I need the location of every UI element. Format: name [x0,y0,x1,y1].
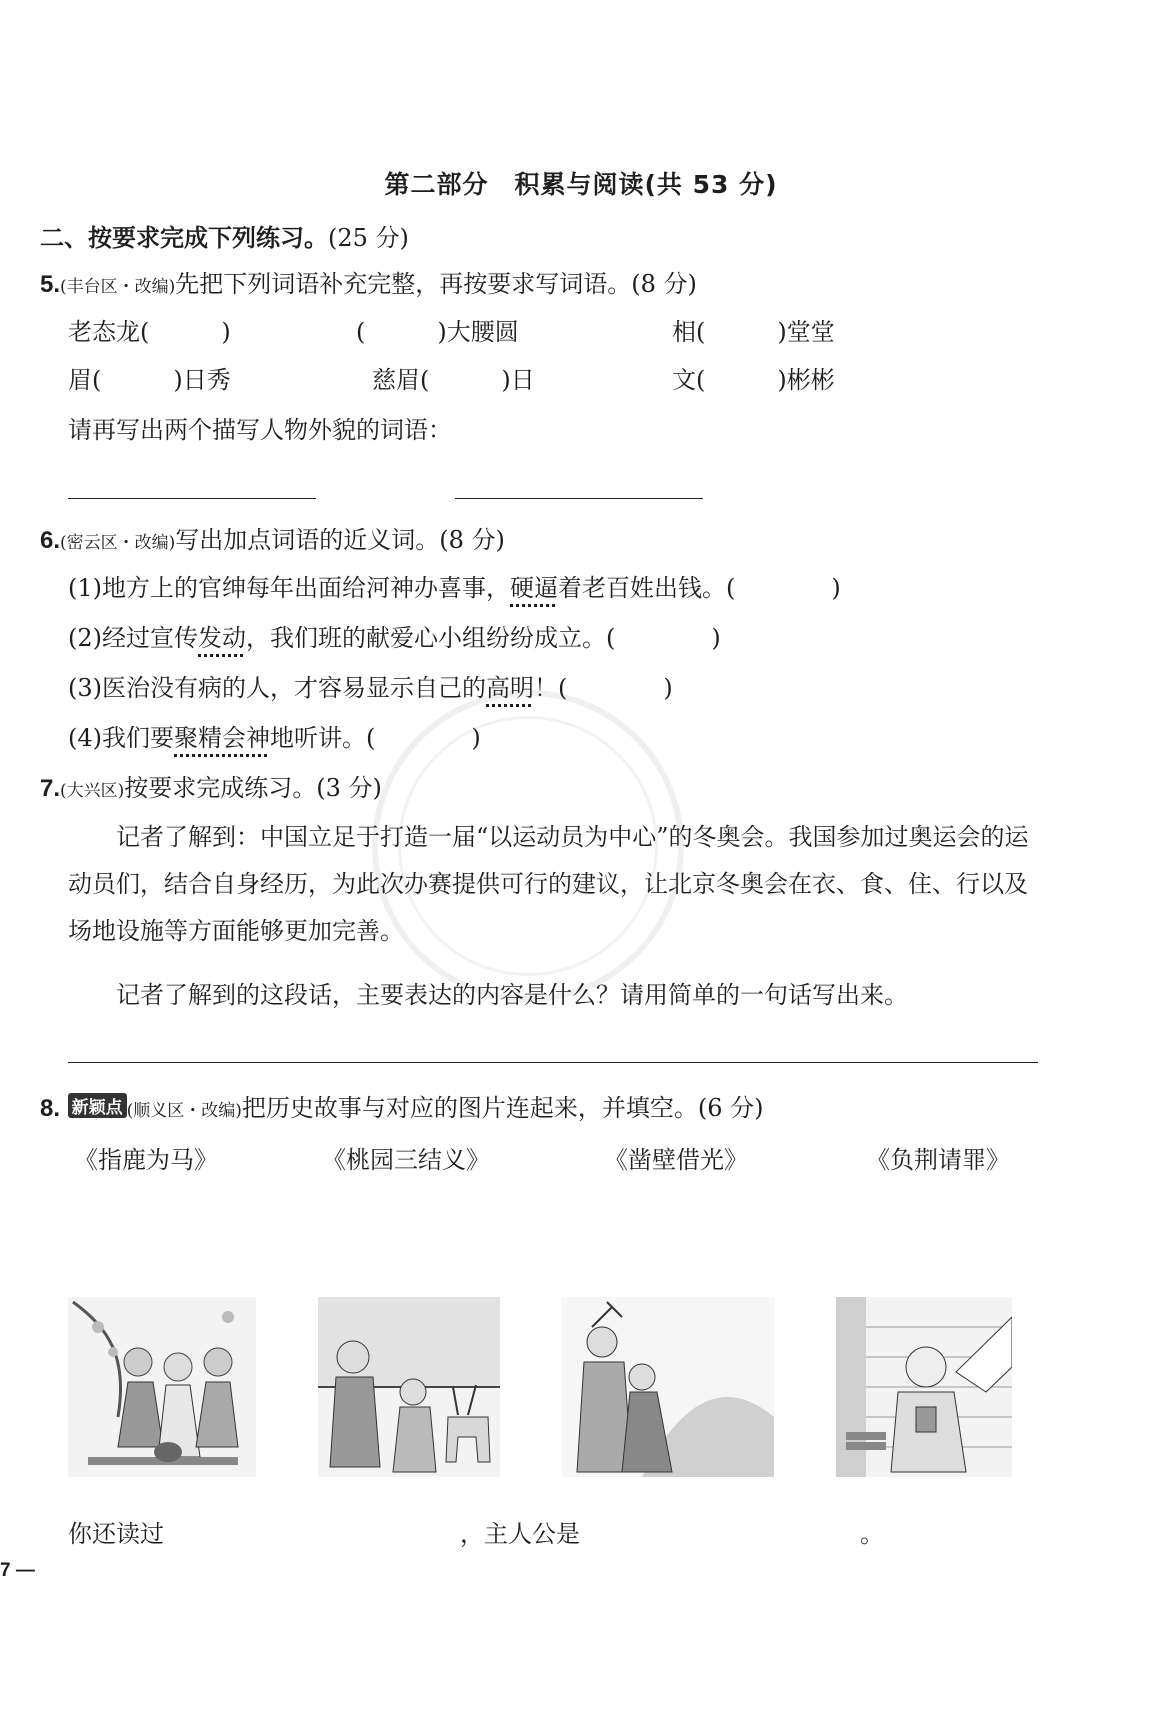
page-number: 7 — [0,1560,35,1581]
answer-line[interactable] [68,1062,1038,1063]
q5-item: 相( )堂堂 [672,318,835,346]
q5-item: 老态龙( ) [68,318,231,346]
q5-item: 慈眉( )日 [372,366,535,394]
story-title[interactable]: 《桃园三结义》 [322,1146,490,1174]
story-title[interactable]: 《负荆请罪》 [866,1146,1010,1174]
q7-ask: 记者了解到的这段话，主要表达的内容是什么？请用简单的一句话写出来。 [68,981,908,1009]
q6-header: 6.(密云区・改编)写出加点词语的近义词。(8 分) [40,526,505,554]
new-point-tag: 新颖点 [68,1093,127,1118]
section-heading: 二、按要求完成下列练习。(25 分) [40,224,409,252]
q7-header: 7.(大兴区)按要求完成练习。(3 分) [40,774,382,802]
illustration-wall-light[interactable] [836,1297,1012,1477]
story-title[interactable]: 《指鹿为马》 [74,1146,218,1174]
part-title: 第二部分 积累与阅读(共 53 分) [384,170,778,199]
q6-item: (1)地方上的官绅每年出面给河神办喜事，硬逼着老百姓出钱。( ) [68,574,841,602]
q6-item: (3)医治没有病的人，才容易显示自己的高明！( ) [68,674,673,702]
q8-header: 8. 新颖点 (顺义区・改编)把历史故事与对应的图片连起来，并填空。(6 分) [40,1094,764,1122]
story-title[interactable]: 《凿壁借光》 [604,1146,748,1174]
q6-item: (4)我们要聚精会神地听讲。( ) [68,724,481,752]
q6-item: (2)经过宣传发动，我们班的献爱心小组纷纷成立。( ) [68,624,721,652]
q5-item: 文( )彬彬 [672,366,835,394]
illustration-deer-horse[interactable] [318,1297,500,1477]
fill-prompt-b: ，主人公是 [460,1520,580,1548]
q5-item: ( )大腰圆 [356,318,519,346]
q5-header: 5.(丰台区・改编)先把下列词语补充完整，再按要求写词语。(8 分) [40,270,697,298]
q5-ask: 请再写出两个描写人物外貌的词语： [68,416,452,444]
answer-line[interactable] [455,498,703,499]
q5-item: 眉( )日秀 [68,366,231,394]
answer-line[interactable] [68,498,316,499]
q7-passage: 记者了解到：中国立足于打造一届“以运动员为中心”的冬奥会。我国参加过奥运会的运动员们，结合自身经历，为此次办赛提供可行的建议，让北京冬奥会在衣、食、住、行以及场地设施等方面能够更加完善。 [68,823,1029,945]
fill-prompt-c: 。 [860,1520,884,1548]
illustration-thorns-apology[interactable] [562,1297,774,1477]
illustration-peach-garden[interactable] [68,1297,256,1477]
fill-prompt-a: 你还读过 [68,1520,164,1548]
